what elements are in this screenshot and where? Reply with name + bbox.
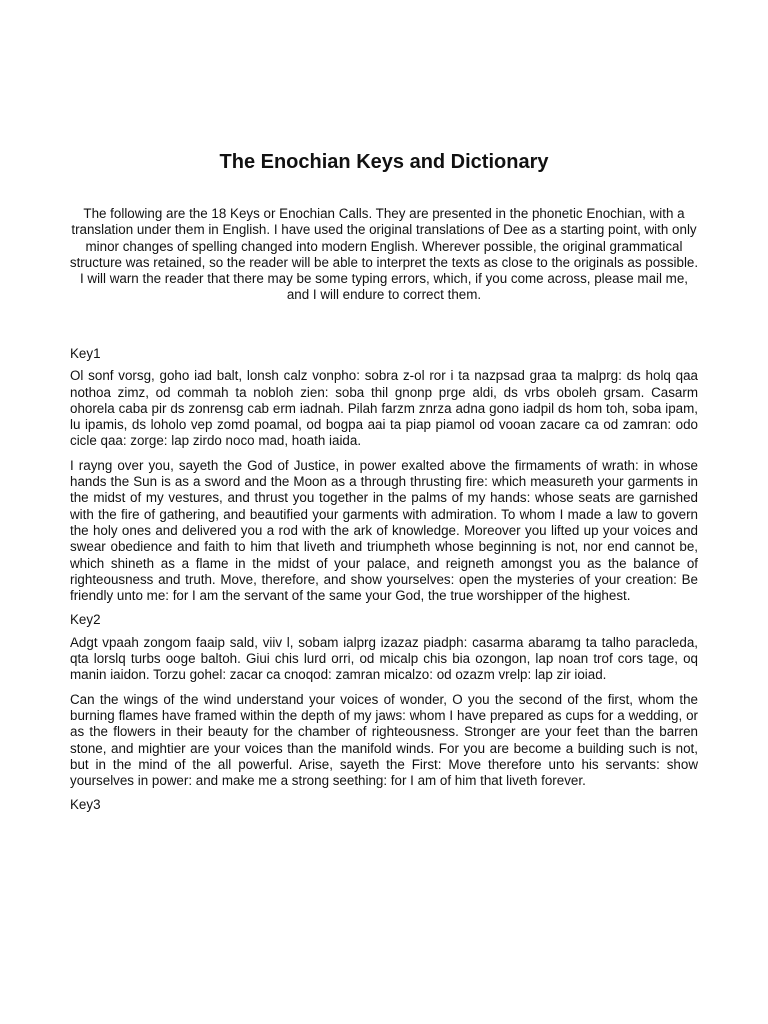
intro-paragraph: The following are the 18 Keys or Enochian Calls. They are presented in the phonetic Enochian, with a translation under them in English. I have used the original translations of Dee as a starting point, with only minor changes of spelling changed into modern English. Wherever possible, the original grammatical structure was retained, so the reader will be able to interpret the texts as close to the originals as possible. I will warn the reader that there may be some typing errors, which, if you come across, please mail me, and I will endure to correct them.	[69, 206, 699, 303]
enochian-text: Ol sonf vorsg, goho iad balt, lonsh calz vonpho: sobra z-ol ror i ta nazpsad graa ta malprg: ds holq qaa nothoa zimz, od commah ta nobloh zien: soba thil gnonp prge aldi, ds vrbs oboleh grsam. Casarm ohorela caba pir ds zonrensg cab erm iadnah. Pilah farzm znrza adna gono iadpil ds hom toh, soba ipam, lu ipamis, ds loholo vep zomd poamal, od bogpa aai ta piap piamol od vooan zacare ca od zamran: odo cicle qaa: zorge: lap zirdo noco mad, hoath iaida.	[70, 368, 698, 449]
keys-section	[70, 346, 698, 820]
key-block-1	[70, 346, 698, 604]
key-heading: Key2	[70, 612, 101, 628]
key-block-3	[70, 797, 698, 813]
english-translation: I rayng over you, sayeth the God of Justice, in power exalted above the firmaments of wrath: in whose hands the Sun is as a sword and the Moon as a through thrusting fire: which measureth your garments in the midst of my vestures, and thrust you together in the palms of my hands: whose seats are garnished with the fire of gathering, and beautified your garments with admiration. To whom I made a law to govern the holy ones and delivered you a rod with the ark of knowledge. Moreover you lifted up your voices and swear obedience and faith to him that liveth and triumpheth whose beginning is not, nor end cannot be, which shineth as a flame in the midst of your palace, and reigneth amongst you as the balance of righteousness and truth. Move, therefore, and show yourselves: open the mysteries of your creation: Be friendly unto me: for I am the servant of the same your God, the true worshipper of the highest.	[70, 457, 698, 604]
key-block-2	[70, 612, 698, 789]
english-translation: Can the wings of the wind understand your voices of wonder, O you the second of the first, whom the burning flames have framed within the depth of my jaws: whom I have prepared as cups for a wedding, or as the flowers in their beauty for the chamber of righteousness. Stronger are your feet than the barren stone, and mightier are your voices than the manifold winds. For you are become a building such is not, but in the mind of the all powerful. Arise, sayeth the First: Move therefore unto his servants: show yourselves in power: and make me a strong seething: for I am of him that liveth forever.	[70, 691, 698, 789]
key-heading: Key3	[70, 797, 101, 813]
key-heading: Key1	[70, 346, 101, 361]
document-title: The Enochian Keys and Dictionary	[219, 151, 549, 173]
enochian-text: Adgt vpaah zongom faaip sald, viiv l, sobam ialprg izazaz piadph: casarma abaramg ta talho paracleda, qta lorslq turbs ooge baltoh. Giui chis lurd orri, od micalp chis bia ozongon, lap noan trof cors tage, oq manin iaidon. Torzu gohel: zacar ca cnoqod: zamran micalzo: od ozazm vrelp: lap zir ioiad.	[70, 634, 698, 683]
